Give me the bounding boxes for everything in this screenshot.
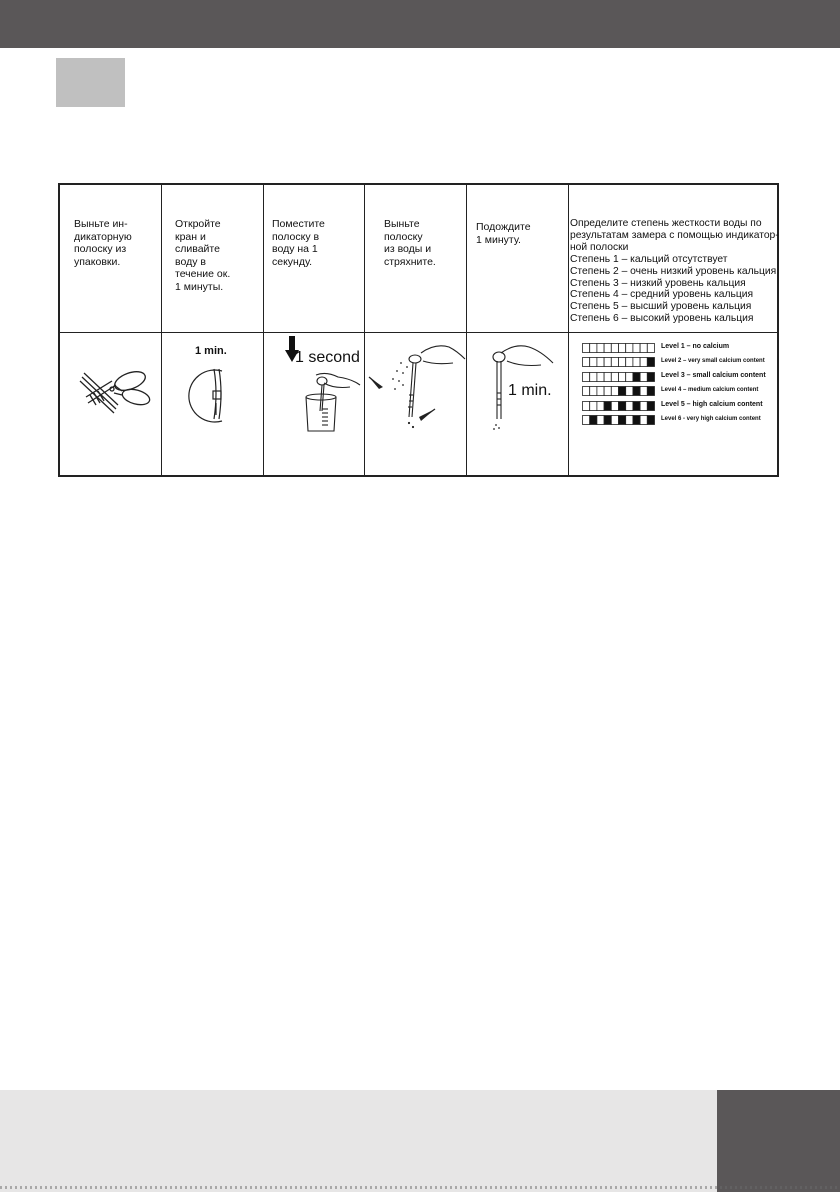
- step-4-text: Выньте полоску из воды и стряхните.: [384, 218, 436, 268]
- step-1-text: Выньте ин- дикаторную полоску из упаковки.: [74, 218, 132, 268]
- level-strip-icon: [582, 415, 656, 425]
- level-row: [582, 343, 730, 355]
- level-strip-icon: [582, 372, 656, 382]
- calcium-level-legend: [569, 333, 779, 477]
- step-2-text: Откройте кран и сливайте воду в течение ок. 1 минуты.: [175, 218, 231, 293]
- step-2-caption: 1 min.: [195, 345, 227, 357]
- level-label: Level 5 – high calcium content: [661, 400, 763, 408]
- shake-icon: [365, 333, 466, 477]
- instruction-table: [58, 183, 779, 477]
- level-label: Level 4 – medium calcium content: [661, 387, 759, 394]
- level-strip-icon: [582, 401, 656, 411]
- header-bar: [0, 0, 840, 48]
- faucet-icon: [162, 333, 263, 477]
- step-3-text: Поместите полоску в воду на 1 секунду.: [272, 218, 325, 268]
- level-row: [582, 400, 763, 413]
- section-marker: [56, 58, 125, 107]
- level-label: Level 6 - very high calcium content: [661, 416, 761, 422]
- level-label: Level 2 – very small calcium content: [661, 358, 765, 365]
- level-row: [582, 415, 761, 427]
- step-6-text: Определите степень жесткости воды по результатам замера с помощью индикатор- ной полоски Степень 1 – кальций отсутствует Степень 2 – очень низкий уровень кальция Степень 3 – низкий уровень кальция Степень 4 – средний уровень кальция Степень 5 – высший уровень кальция Степень 6 – высокий уровень кальция: [570, 218, 779, 325]
- level-strip-icon: [582, 386, 656, 396]
- level-strip-icon: [582, 343, 656, 353]
- scissors-icon: [60, 333, 161, 477]
- level-strip-icon: [582, 357, 656, 367]
- level-label: Level 1 – no calcium: [661, 343, 730, 350]
- level-row: [582, 386, 759, 398]
- bottom-dotted-line: [0, 1186, 840, 1189]
- page-number-box: [717, 1090, 840, 1192]
- level-row: [582, 357, 765, 369]
- step-5-caption: 1 min.: [508, 382, 552, 399]
- glass-icon: [264, 333, 364, 477]
- wait-icon: [467, 333, 568, 477]
- step-5-text: Подождите 1 минуту.: [476, 221, 531, 246]
- footer-bar: [0, 1090, 840, 1192]
- level-label: Level 3 – small calcium content: [661, 371, 766, 379]
- level-row: [582, 371, 766, 384]
- step-3-caption: 1 second: [295, 349, 360, 366]
